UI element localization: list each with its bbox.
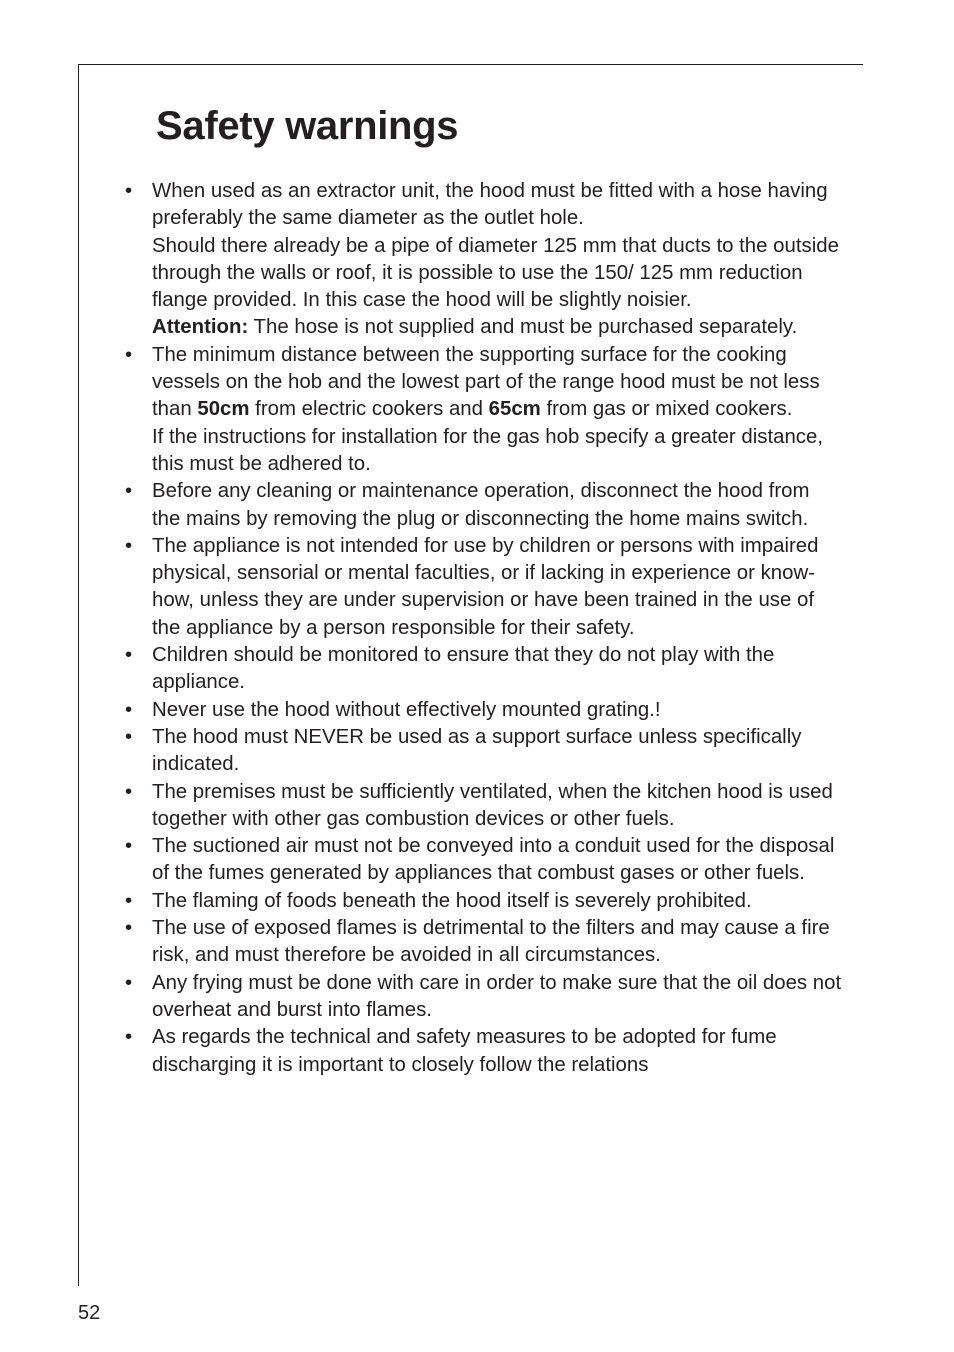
list-item (122, 779, 842, 834)
list-item (122, 833, 842, 888)
list-item (122, 724, 842, 779)
list-item (122, 533, 842, 642)
attention-paragraph (152, 314, 842, 341)
paragraph: Before any cleaning or maintenance operation, disconnect the hood from the mains by removing the plug or disconnecting the home mains switch. (152, 480, 810, 530)
bold-value: 65cm (488, 398, 541, 421)
list-item (122, 888, 842, 915)
paragraph: The appliance is not intended for use by children or persons with impaired physical, sensorial or mental faculties, or if lacking in experience or know-how, unless they are under supervision or have been trained in the use of the appliance by a person responsible for their safety. (152, 534, 819, 639)
frame-top-rule (78, 64, 863, 65)
attention-label: Attention: (152, 316, 249, 339)
page-title: Safety warnings (156, 104, 459, 148)
bullet-icon: • (125, 534, 133, 557)
paragraph: The premises must be sufficiently ventilated, when the kitchen hood is used together with other gas combustion devices or other fuels. (152, 780, 833, 830)
paragraph: As regards the technical and safety measures to be adopted for fume discharging it is important to closely follow the relations (152, 1026, 777, 1076)
paragraph: The suctioned air must not be conveyed into a conduit used for the disposal of the fumes generated by appliances that combust gases or other fuels. (152, 835, 835, 885)
text-run: from gas or mixed cookers. (540, 398, 793, 421)
paragraph: The hood must NEVER be used as a support surface unless specifically indicated. (152, 725, 802, 776)
bullet-icon: • (125, 971, 133, 994)
list-item (122, 342, 842, 478)
list-item (122, 970, 842, 1025)
list-item (122, 478, 842, 533)
list-item (122, 915, 842, 970)
attention-text: The hose is not supplied and must be purchased separately. (248, 316, 798, 339)
bullet-icon: • (125, 343, 133, 366)
paragraph: If the instructions for installation for the gas hob specify a greater distance, this must be adhered to. (152, 425, 823, 475)
paragraph: When used as an extractor unit, the hood must be fitted with a hose having preferably the same diameter as the outlet hole. (152, 180, 828, 230)
bullet-icon: • (125, 725, 133, 748)
paragraph: Never use the hood without effectively mounted grating.! (152, 698, 661, 721)
paragraph: Should there already be a pipe of diameter 125 mm that ducts to the outside through the walls or roof, it is possible to use the 150/ 125 mm reduction flange provided. In this case the hood will be slightly noisier. (152, 234, 839, 312)
paragraph: Children should be monitored to ensure that they do not play with the appliance. (152, 644, 775, 694)
text-run: The minimum distance between the supporting surface for the cooking vessels on the hob and the lowest part of the range hood must be not less than (152, 343, 820, 421)
bullet-icon: • (125, 644, 133, 667)
bullet-icon: • (125, 698, 133, 721)
bullet-icon: • (125, 1026, 133, 1049)
bullet-icon: • (125, 180, 133, 202)
list-item (122, 1024, 842, 1079)
bullet-icon: • (125, 780, 133, 803)
bold-value: 50cm (197, 398, 250, 421)
bullet-icon: • (125, 889, 133, 912)
page-number: 52 (78, 1302, 101, 1324)
bullet-icon: • (125, 480, 133, 503)
paragraph: The flaming of foods beneath the hood itself is severely prohibited. (152, 889, 752, 912)
paragraph: The use of exposed flames is detrimental to the filters and may cause a fire risk, and must therefore be avoided in all circumstances. (152, 917, 830, 967)
safety-warnings-list (122, 178, 842, 1079)
paragraph (152, 342, 842, 424)
text-run: from electric cookers and (249, 398, 489, 421)
paragraph: Any frying must be done with care in order to make sure that the oil does not overheat and burst into flames. (152, 971, 842, 1021)
list-item (122, 697, 842, 724)
frame-left-rule (78, 64, 79, 1286)
bullet-icon: • (125, 835, 133, 858)
bullet-icon: • (125, 917, 133, 940)
list-item (122, 642, 842, 697)
list-item (122, 178, 842, 342)
